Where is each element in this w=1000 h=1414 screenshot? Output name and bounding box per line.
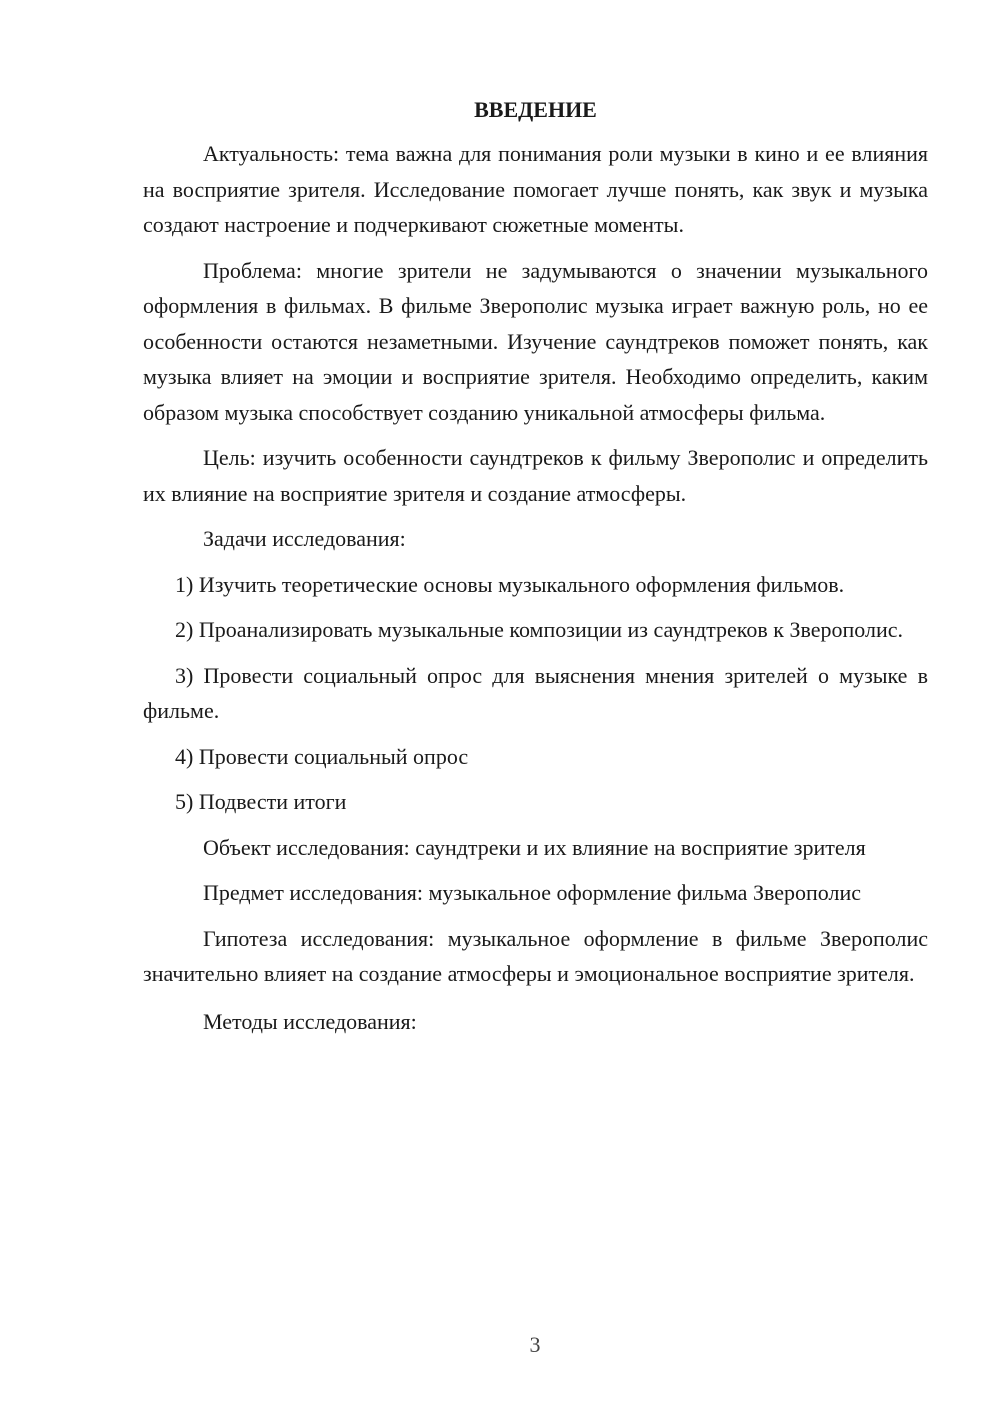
methods-title: Методы исследования: bbox=[203, 1008, 417, 1034]
problem-paragraph: Проблема: многие зрители не задумываются о значении музыкального оформления в фильмах. В фильме Зверополис музыка играет важную роль, но ее особенности остаются незаметными. Изучение саундтреков поможет понять, как музыка влияет на эмоции и восприятие зрителя. Необходимо определить, каким образом музыка способствует созданию уникальной атмосферы фильма. bbox=[143, 257, 928, 425]
task-item-5: 5) Подвести итоги bbox=[175, 789, 347, 814]
section-heading: ВВЕДЕНИЕ bbox=[474, 97, 597, 122]
task-item-1: 1) Изучить теоретические основы музыкального оформления фильмов. bbox=[175, 571, 845, 597]
task-item-2: 2) Проанализировать музыкальные композиции из саундтреков к Зверополис. bbox=[175, 617, 903, 642]
page-number: 3 bbox=[529, 1332, 541, 1357]
goal-paragraph: Цель: изучить особенности саундтреков к фильму Зверополис и определить их влияние на восприятие зрителя и создание атмосферы. bbox=[143, 445, 928, 506]
task-item-3: 3) Провести социальный опрос для выяснения мнения зрителей о музыке в фильме. bbox=[143, 662, 928, 723]
object-paragraph: Объект исследования: саундтреки и их влияние на восприятие зрителя bbox=[203, 834, 866, 860]
subject-paragraph: Предмет исследования: музыкальное оформление фильма Зверополис bbox=[203, 880, 861, 905]
relevance-paragraph: Актуальность: тема важна для понимания роли музыки в кино и ее влияния на восприятие зрителя. Исследование помогает лучше понять, как звук и музыка создают настроение и подчеркивают сюжетные моменты. bbox=[143, 141, 928, 237]
page-content bbox=[143, 92, 928, 1039]
tasks-title: Задачи исследования: bbox=[203, 526, 406, 551]
task-item-4: 4) Провести социальный опрос bbox=[175, 743, 469, 769]
hypothesis-paragraph: Гипотеза исследования: музыкальное оформление в фильме Зверополис значительно влияет на создание атмосферы и эмоциональное восприятие зрителя. bbox=[143, 925, 928, 986]
